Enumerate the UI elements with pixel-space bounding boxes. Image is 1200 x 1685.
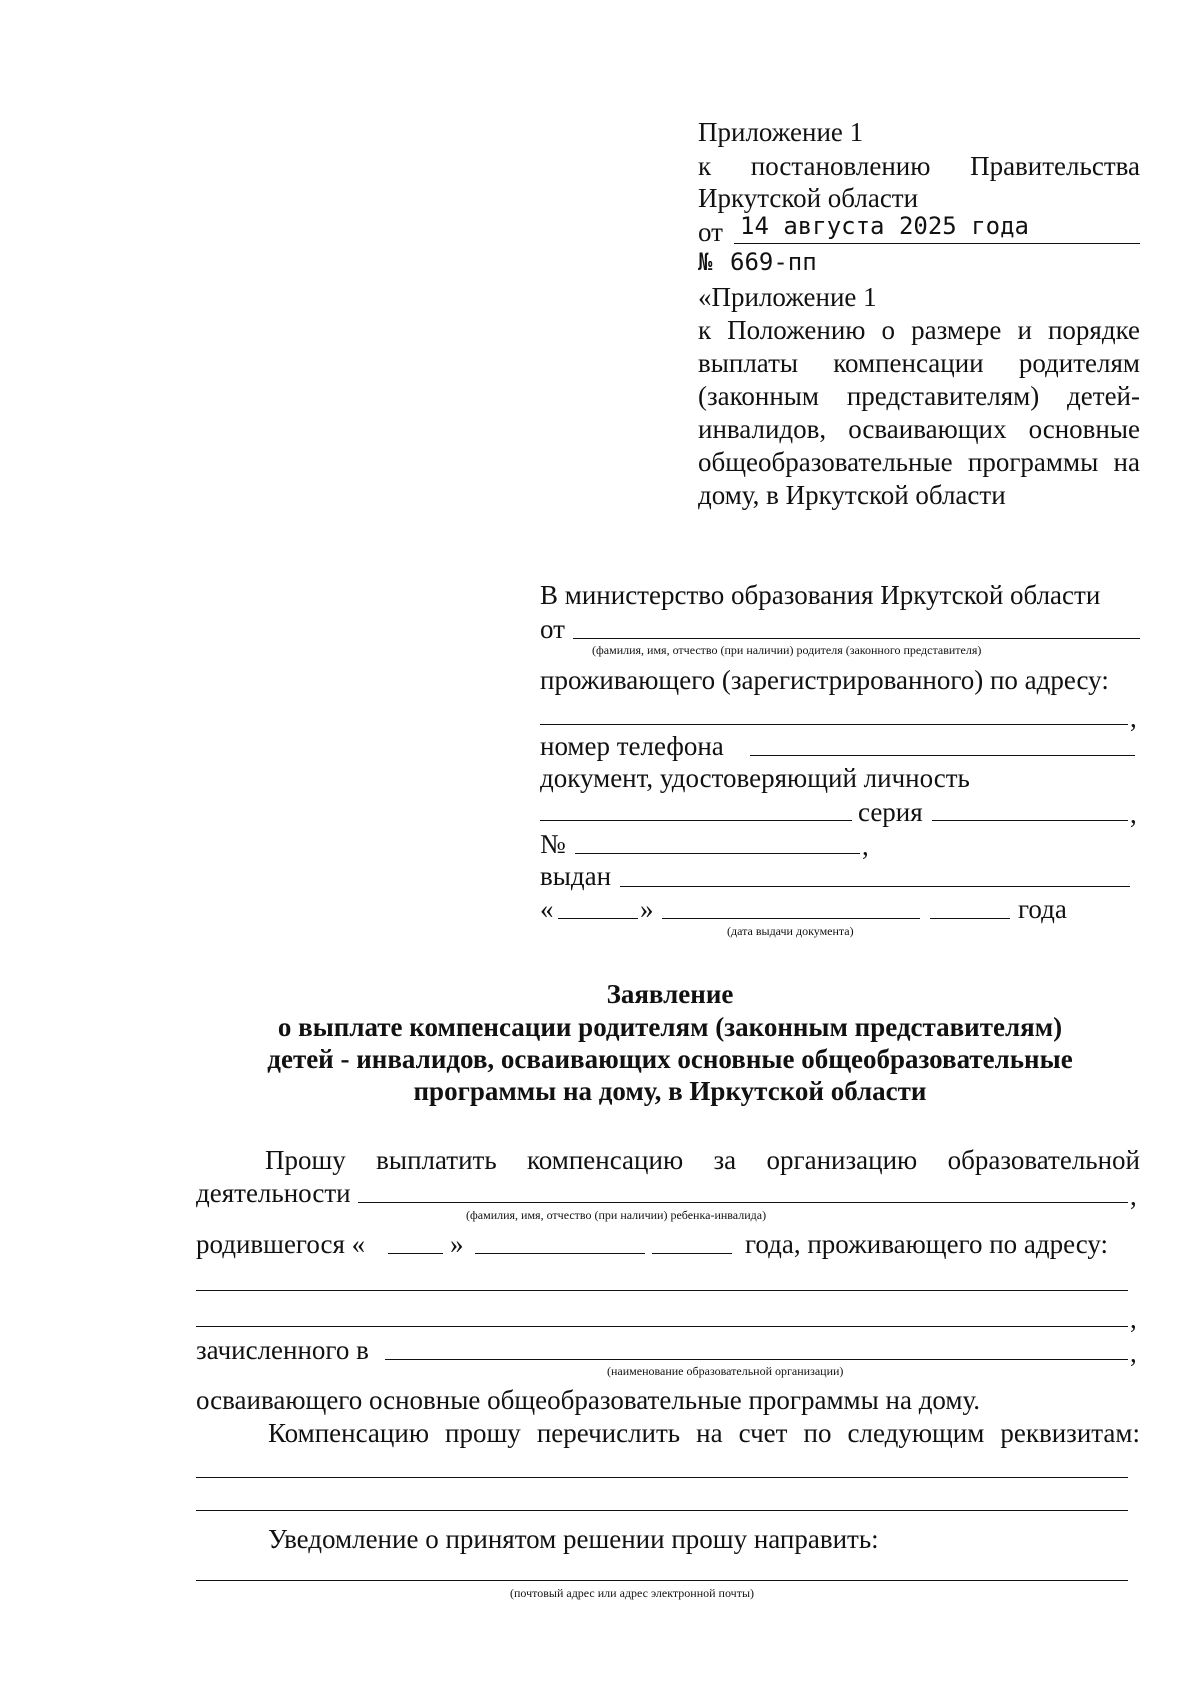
heading-line-2: о выплате компенсации родителям (законным представителям) — [277, 1012, 1063, 1042]
series-comma: , — [1130, 799, 1137, 829]
account-line: Компенсацию прошу перечислить на счет по следующим реквизитам: — [268, 1418, 1140, 1448]
heading-line-4: программы на дому, в Иркутской области — [413, 1076, 927, 1106]
appendix-date-value: 14 августа 2025 года — [740, 212, 1029, 240]
annex-line-2: выплаты компенсации родителям — [698, 348, 1140, 378]
date-quote-close: » — [640, 894, 654, 924]
year-label: года — [1018, 894, 1067, 924]
date-month-line[interactable] — [662, 918, 920, 919]
annex-line-6: дому, в Иркутской области — [698, 480, 1006, 510]
org-line[interactable] — [385, 1359, 1128, 1360]
appendix-number-value: 669-пп — [730, 248, 817, 276]
notice-address-line[interactable] — [196, 1580, 1128, 1581]
mastering-line: осваивающего основные общеобразовательные программы на дому. — [196, 1385, 981, 1415]
annex-line-3: (законным представителям) детей- — [698, 381, 1140, 411]
phone-label: номер телефона — [540, 731, 724, 761]
addressee-from-label: от — [540, 614, 565, 644]
issued-line[interactable] — [620, 886, 1130, 887]
address-hint: (почтовый адрес или адрес электронной почты) — [510, 1586, 755, 1600]
born-month-line[interactable] — [475, 1253, 645, 1254]
from-line[interactable] — [573, 638, 1140, 639]
annex-line-1: к Положению о размере и порядке — [698, 315, 1140, 345]
appendix-line-2: к постановлению Правительства — [698, 151, 1140, 181]
child-address-line-1[interactable] — [196, 1290, 1128, 1291]
born-quote-close: » — [450, 1229, 464, 1259]
notice-line: Уведомление о принятом решении прошу направить: — [268, 1524, 879, 1554]
appendix-line-3: Иркутской области — [698, 183, 919, 213]
addressee-to: В министерство образования Иркутской области — [540, 580, 1101, 610]
annex-line-5: общеобразовательные программы на — [698, 447, 1140, 477]
child-name-comma: , — [1130, 1181, 1137, 1211]
born-label: родившегося « — [196, 1229, 366, 1259]
heading-title: Заявление — [606, 979, 734, 1009]
child-address-comma: , — [1130, 1304, 1137, 1334]
date-year-line[interactable] — [930, 918, 1010, 919]
account-details-line-1[interactable] — [196, 1477, 1128, 1478]
doc-number-line[interactable] — [575, 853, 860, 854]
child-address-line-2[interactable] — [196, 1326, 1128, 1327]
address-comma: , — [1130, 703, 1137, 733]
date-quote-open: « — [540, 894, 554, 924]
doc-number-label: № — [540, 829, 566, 859]
series-line[interactable] — [932, 820, 1128, 821]
born-day-line[interactable] — [388, 1253, 443, 1254]
org-hint: (наименование образовательной организации) — [607, 1364, 844, 1378]
from-hint: (фамилия, имя, отчество (при наличии) родителя (законного представителя) — [592, 643, 982, 657]
born-year-line[interactable] — [652, 1253, 732, 1254]
born-year-label: года, проживающего по адресу: — [745, 1229, 1109, 1259]
appendix-date-underline — [734, 243, 1140, 244]
document-label: документ, удостоверяющий личность — [540, 763, 970, 793]
doc-number-comma: , — [862, 831, 869, 861]
annex-line-4: инвалидов, осваивающих основные — [698, 414, 1140, 444]
request-line: Прошу выплатить компенсацию за организацию образовательной — [265, 1145, 1140, 1175]
appendix-line-1: Приложение 1 — [698, 117, 864, 147]
residing-label: проживающего (зарегистрированного) по адресу: — [540, 665, 1109, 695]
org-comma: , — [1130, 1338, 1137, 1368]
enrolled-label: зачисленного в — [196, 1335, 369, 1365]
annex-title: «Приложение 1 — [698, 282, 877, 312]
address-line[interactable] — [540, 724, 1128, 725]
series-label: серия — [858, 797, 923, 827]
date-hint: (дата выдачи документа) — [727, 924, 854, 938]
date-day-line[interactable] — [558, 918, 638, 919]
activity-label: деятельности — [196, 1178, 351, 1208]
child-name-line[interactable] — [358, 1202, 1128, 1203]
child-hint: (фамилия, имя, отчество (при наличии) ребенка-инвалида) — [466, 1208, 767, 1222]
heading-line-3: детей - инвалидов, осваивающих основные общеобразовательные — [267, 1044, 1073, 1074]
appendix-number-label: № — [698, 248, 713, 276]
appendix-date-prefix: от — [698, 217, 723, 247]
account-details-line-2[interactable] — [196, 1510, 1128, 1511]
document-type-line[interactable] — [540, 820, 852, 821]
phone-line[interactable] — [750, 755, 1135, 756]
issued-label: выдан — [540, 861, 612, 891]
